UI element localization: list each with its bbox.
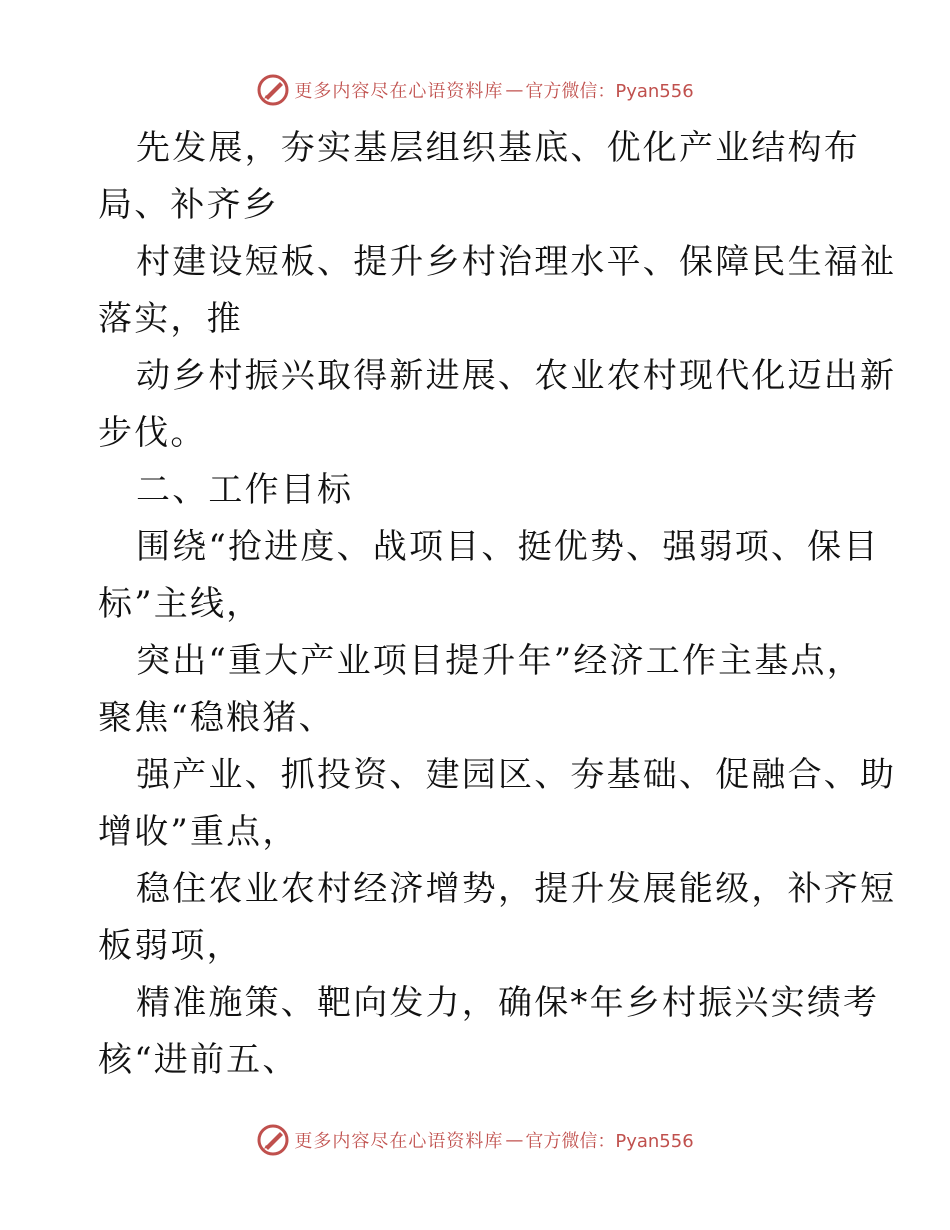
brand-logo-icon (256, 73, 290, 107)
text-line: 先发展，夯实基层组织基底、优化产业结构布 (136, 128, 860, 168)
text-line: 增收”重点， (98, 812, 299, 852)
text-line: 二、工作目标 (136, 470, 354, 510)
text-line: 围绕“抢进度、战项目、挺优势、强弱项、保目 (136, 527, 880, 567)
text-line: 聚焦“稳粮猪、 (98, 698, 335, 738)
text-line: 局、补齐乡 (98, 185, 279, 225)
text-line: 板弱项， (98, 926, 243, 966)
banner-wechat: 官方微信：Pyan556 (525, 1131, 694, 1152)
document-body (98, 120, 897, 1089)
text-line: 标”主线， (98, 584, 263, 624)
header-watermark-banner (0, 72, 950, 108)
text-line: 精准施策、靶向发力，确保*年乡村振兴实绩考 (136, 983, 880, 1023)
text-line: 稳住农业农村经济增势，提升发展能级，补齐短 (136, 869, 897, 909)
text-line: 突出“重大产业项目提升年”经济工作主基点， (136, 641, 863, 681)
banner-wechat: 官方微信：Pyan556 (525, 81, 694, 102)
banner-text: 更多内容尽在心语资料库 (294, 81, 504, 102)
footer-watermark-banner (0, 1122, 950, 1158)
text-line: 步伐。 (98, 413, 207, 453)
text-line: 动乡村振兴取得新进展、农业农村现代化迈出新 (136, 356, 897, 396)
text-line: 核“进前五、 (98, 1040, 299, 1080)
text-line: 强产业、抓投资、建园区、夯基础、促融合、助 (136, 755, 897, 795)
text-line: 村建设短板、提升乡村治理水平、保障民生福祉 (136, 242, 897, 282)
brand-logo-icon (256, 1123, 290, 1157)
banner-text: 更多内容尽在心语资料库 (294, 1131, 504, 1152)
banner-dash: — (505, 79, 524, 101)
text-line: 落实，推 (98, 299, 243, 339)
banner-dash: — (505, 1129, 524, 1151)
